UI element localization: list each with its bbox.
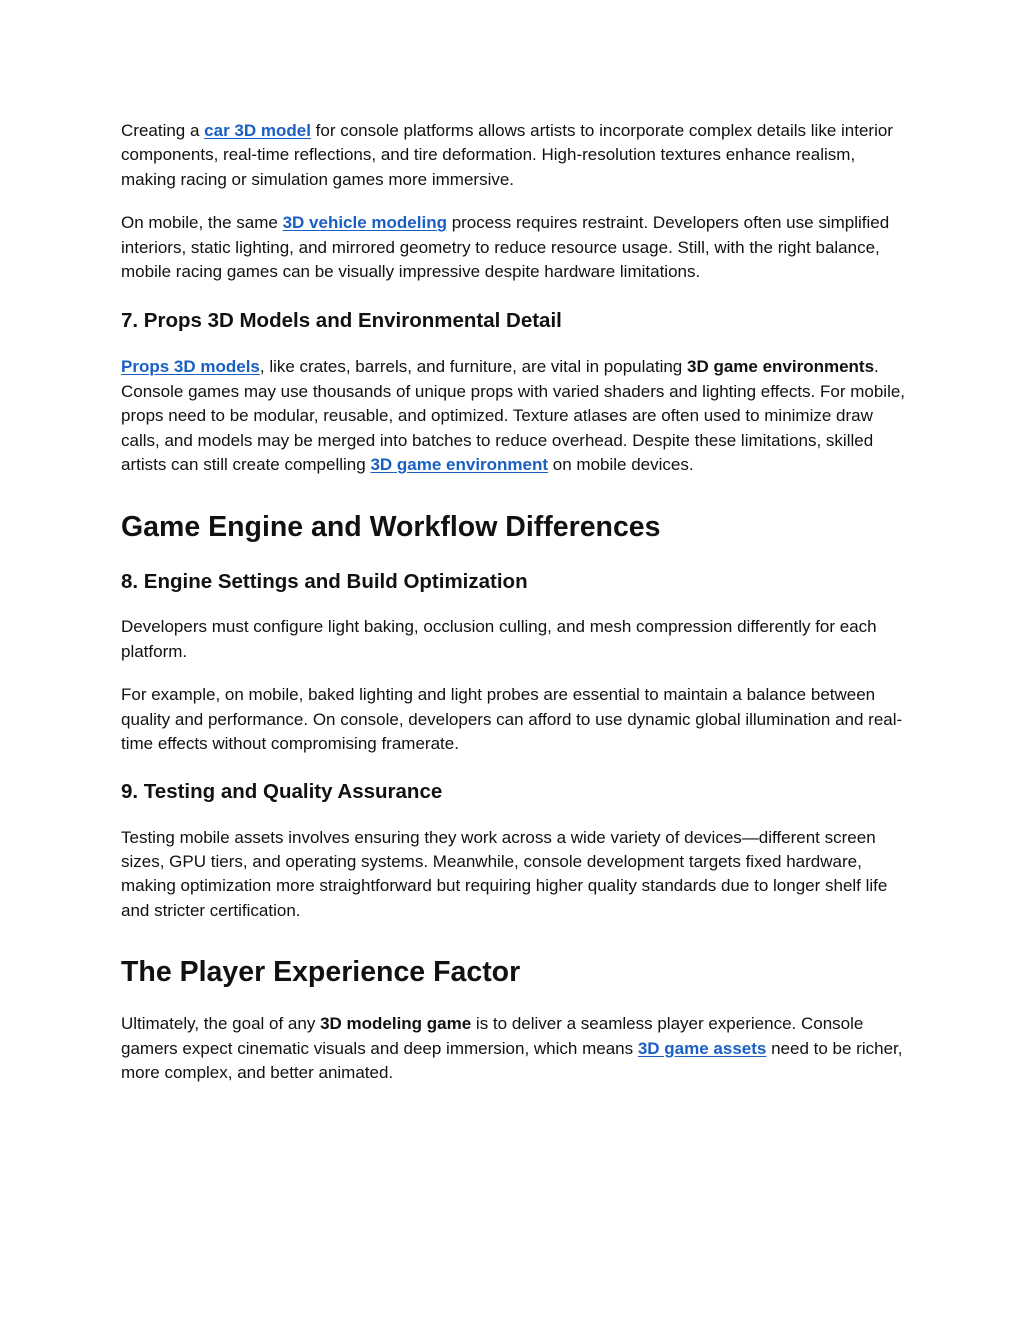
text-run: , like crates, barrels, and furniture, are vital in populating [259, 357, 687, 377]
text-run: Creating a [121, 121, 205, 140]
text-run: On mobile, the same [121, 213, 283, 233]
link-car-3d-model[interactable]: car 3D model [204, 121, 311, 140]
heading-player-experience: The Player Experience Factor [121, 956, 521, 989]
link-props-3d-models[interactable]: Props 3D models [121, 357, 260, 377]
link-3d-vehicle-modeling[interactable]: 3D vehicle modeling [282, 213, 447, 233]
paragraph-player [121, 1012, 906, 1085]
paragraph-example: For example, on mobile, baked lighting and light probes are essential to maintain a balance between quality and performance. On console, developers can afford to use dynamic global illumination and real-time effects without compromising framerate. [121, 685, 903, 754]
text-run: need to be richer, more complex, and better animated. [121, 1038, 903, 1082]
text-run: for console platforms allows artists to incorporate complex details like interior components, real-time reflections, and tire deformation. High-resolution textures enhance realism, making racing or simulation games more immersive. [121, 121, 893, 189]
paragraph-testing: Testing mobile assets involves ensuring they work across a wide variety of devices—different screen sizes, GPU tiers, and operating systems. Meanwhile, console development targets fixed hardware, making optimization more straightforward but requiring higher quality standards due to longer shelf life and stricter certification. [121, 827, 888, 920]
heading-engine-settings: 8. Engine Settings and Build Optimization [121, 570, 528, 594]
paragraph-props [121, 355, 906, 477]
link-3d-game-assets[interactable]: 3D game assets [637, 1038, 767, 1058]
link-3d-game-environment[interactable]: 3D game environment [370, 455, 549, 475]
text-run: on mobile devices. [548, 455, 694, 475]
text-run: process requires restraint. Developers often use simplified interiors, static lighting, and mirrored geometry to reduce resource usage. Still, with the right balance, mobile racing games can be visually impressive despite hardware limitations. [121, 213, 890, 282]
text-run: is to deliver a seamless player experience. Console gamers expect cinematic visuals and deep immersion, which means [121, 1014, 864, 1058]
bold-text: 3D modeling game [320, 1014, 472, 1034]
bold-text: 3D game environments [686, 357, 875, 377]
paragraph-mobile-vehicle [121, 211, 906, 284]
heading-testing: 9. Testing and Quality Assurance [121, 779, 443, 803]
text-run: Ultimately, the goal of any [121, 1014, 321, 1034]
document-page [121, 119, 906, 1085]
heading-game-engine: Game Engine and Workflow Differences [121, 511, 661, 544]
paragraph-car-model [121, 119, 906, 192]
heading-props-3d-models: 7. Props 3D Models and Environmental Detail [121, 309, 562, 333]
paragraph-configure: Developers must configure light baking, occlusion culling, and mesh compression differently for each platform. [121, 617, 877, 661]
text-run: . Console games may use thousands of unique props with varied shaders and lighting effects. For mobile, props need to be modular, reusable, and optimized. Texture atlases are often used to minimize draw calls, and models may be merged into batches to reduce overhead. Despite these limitations, skilled artists can still create compelling [121, 357, 906, 475]
